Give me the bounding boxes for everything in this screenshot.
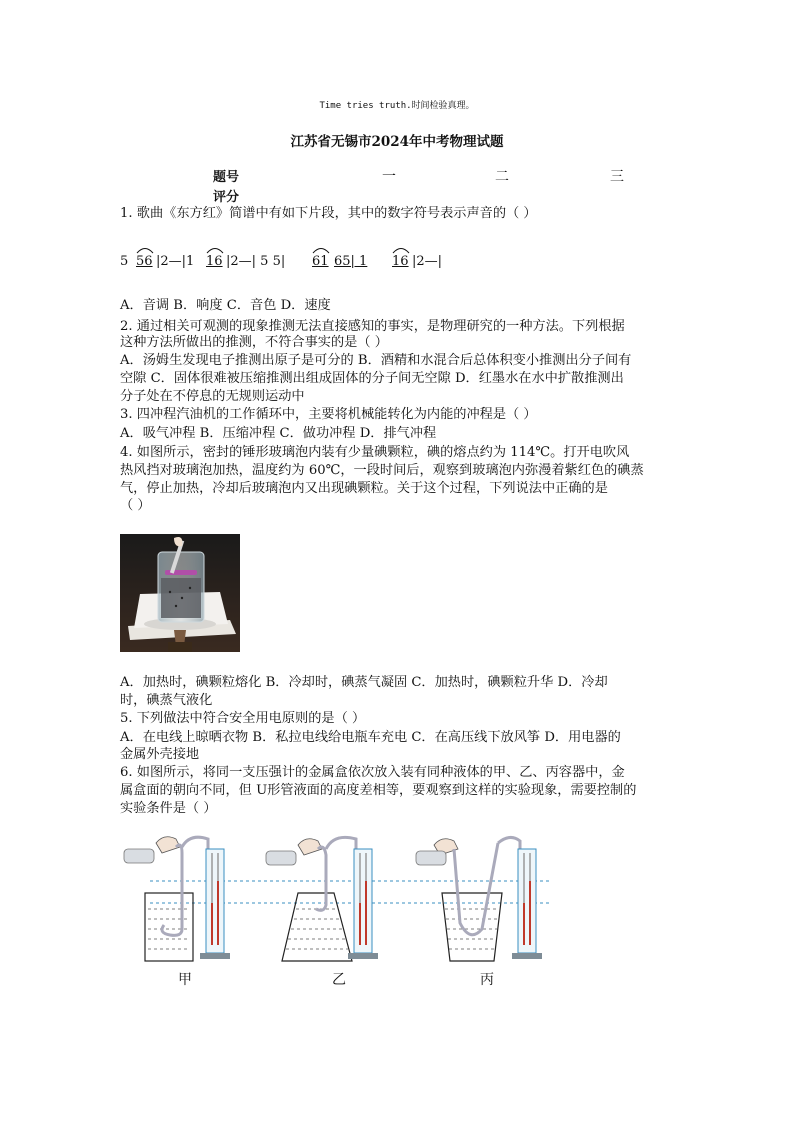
notation-part: 5: [120, 254, 129, 269]
notation-part: |2—|: [412, 254, 443, 269]
notation-part: 65| 1: [334, 254, 368, 269]
notation-part: 61: [312, 254, 329, 269]
notation-part: 16: [206, 254, 223, 269]
q4-photo: [120, 534, 240, 652]
score-col-1: 一: [382, 169, 396, 185]
q4-stem-line: 4. 如图所示，密封的锤形玻璃泡内装有少量碘颗粒，碘的熔点约为 114℃。打开电吹风: [120, 445, 630, 460]
q2-options-line: 空隙 C．固体很难被压缩推测出组成固体的分子间无空隙 D．红墨水在水中扩散推测出: [120, 371, 624, 386]
caption-yi: 乙: [332, 972, 346, 988]
q4-options-line: 时，碘蒸气液化: [120, 693, 213, 708]
page-title: 江苏省无锡市2024年中考物理试题: [290, 134, 504, 150]
q6-stem-line: 6. 如图所示，将同一支压强计的金属盒依次放入装有同种液体的甲、乙、丙容器中，金: [120, 765, 625, 780]
q4-stem-line: （ ）: [120, 498, 151, 513]
container-yi: [266, 837, 378, 961]
q1-options: A．音调 B．响度 C．音色 D．速度: [120, 298, 331, 313]
score-row-label-number: 题号: [213, 170, 240, 185]
slur-mark: [205, 244, 225, 254]
score-col-3: 三: [610, 169, 624, 185]
slur-mark: [135, 244, 155, 254]
q4-options-line: A．加热时，碘颗粒熔化 B．冷却时，碘蒸气凝固 C．加热时，碘颗粒升华 D．冷却: [120, 675, 608, 690]
container-jia: [124, 837, 230, 961]
container-bing: [416, 837, 542, 961]
q1-stem: 1. 歌曲《东方红》简谱中有如下片段，其中的数字符号表示声音的（ ）: [120, 206, 537, 221]
slur-mark: [391, 244, 411, 254]
q3-stem: 3. 四冲程汽油机的工作循环中，主要将机械能转化为内能的冲程是（ ）: [120, 407, 537, 422]
q5-stem: 5. 下列做法中符合安全用电原则的是（ ）: [120, 711, 366, 726]
header-note: Time tries truth.时间检验真理。: [319, 101, 475, 111]
q6-stem-line: 属盒面的朝向不同，但 U形管液面的高度差相等，要观察到这样的实验现象，需要控制的: [120, 783, 637, 798]
q4-stem-line: 热风挡对玻璃泡加热，温度约为 60℃，一段时间后，观察到玻璃泡内弥漫着紫红色的碘蒸: [120, 463, 644, 478]
q5-options-line: A．在电线上晾晒衣物 B．私拉电线给电瓶车充电 C．在高压线下放风筝 D．用电器的: [120, 730, 621, 745]
notation-part: 16: [392, 254, 409, 269]
notation-part: |2—| 5 5|: [226, 254, 286, 269]
caption-bing: 丙: [480, 972, 494, 988]
q6-stem-line: 实验条件是（ ）: [120, 801, 217, 816]
q2-stem-line: 这种方法所做出的推测，不符合事实的是（ ）: [120, 335, 388, 350]
notation-part: |2—|1: [156, 254, 195, 269]
slur-mark: [311, 244, 331, 254]
caption-jia: 甲: [178, 972, 192, 988]
score-col-2: 二: [495, 169, 509, 185]
q2-stem-line: 2. 通过相关可观测的现象推测无法直接感知的事实，是物理研究的一种方法。下列根据: [120, 319, 625, 334]
q6-figure: [120, 833, 560, 993]
q2-options-line: 分子处在不停息的无规则运动中: [120, 389, 305, 404]
q4-stem-line: 气，停止加热，冷却后玻璃泡内又出现碘颗粒。关于这个过程，下列说法中正确的是: [120, 481, 608, 496]
q3-options: A．吸气冲程 B．压缩冲程 C．做功冲程 D．排气冲程: [120, 426, 437, 441]
score-row-label-score: 评分: [213, 190, 240, 205]
q2-options-line: A．汤姆生发现电子推测出原子是可分的 B．酒精和水混合后总体积变小推测出分子间有: [120, 353, 632, 368]
notation-part: 56: [136, 254, 153, 269]
q5-options-line: 金属外壳接地: [120, 747, 200, 762]
